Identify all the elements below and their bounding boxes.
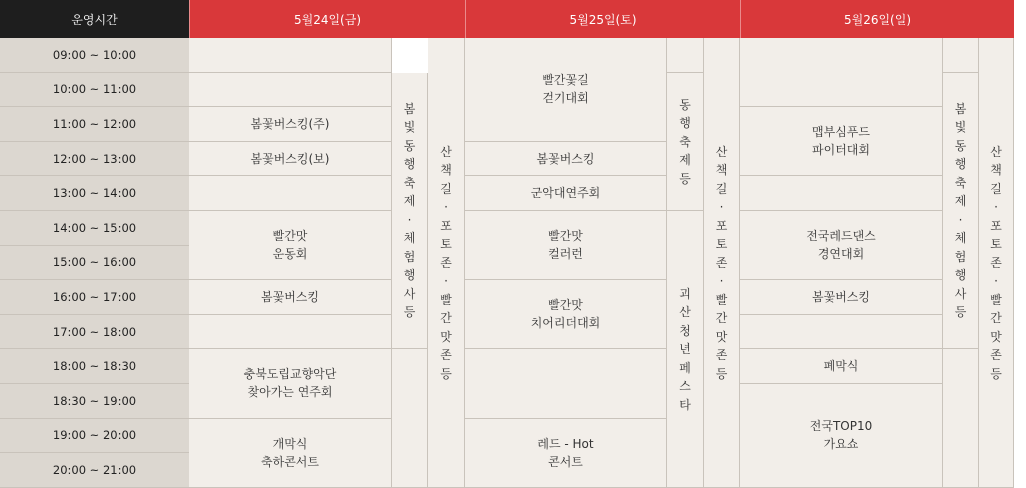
- vertical-char: 동: [954, 138, 967, 153]
- header-day-3: 5월26일(일): [740, 0, 1014, 38]
- event-cell: [465, 211, 667, 280]
- vertical-char: ·: [407, 212, 412, 227]
- vertical-char: 포: [715, 218, 728, 233]
- vertical-char: 축: [679, 134, 691, 149]
- vertical-char: 산: [679, 305, 691, 320]
- event-title-line: 축하콘서트: [261, 454, 319, 469]
- vertical-event-text: [404, 100, 416, 322]
- empty-cell: [189, 73, 392, 108]
- vertical-char: 제: [954, 194, 967, 209]
- vertical-event-cell: [704, 38, 740, 488]
- time-slot: 19:00 ~ 20:00: [0, 419, 189, 454]
- vertical-event-cell: [428, 38, 465, 488]
- time-slot: 16:00 ~ 17:00: [0, 280, 189, 315]
- time-slot: 14:00 ~ 15:00: [0, 211, 189, 246]
- vertical-char: 체: [954, 231, 967, 246]
- vertical-char: 존: [440, 348, 452, 363]
- event-cell: [740, 280, 943, 315]
- empty-cell: [740, 176, 943, 211]
- event-title-line: 가요쇼: [823, 437, 859, 452]
- vertical-char: 등: [403, 305, 416, 320]
- empty-cell: [667, 38, 704, 73]
- event-title-line: 봄꽃버스킹: [261, 289, 319, 304]
- vertical-char: 길: [990, 181, 1002, 196]
- vertical-char: 행: [954, 268, 967, 283]
- event-cell: [465, 419, 667, 488]
- event-title-line: 레드 - Hot: [537, 436, 594, 451]
- event-cell: [740, 211, 943, 280]
- event-cell: [189, 280, 392, 315]
- vertical-char: 간: [715, 311, 728, 326]
- vertical-char: 포: [990, 218, 1002, 233]
- event-title-line: 컬러런: [548, 247, 583, 262]
- vertical-event-cell: [667, 73, 704, 211]
- vertical-event-cell: [979, 38, 1014, 488]
- time-slot: 10:00 ~ 11:00: [0, 73, 189, 108]
- right-edge: [1014, 0, 1026, 487]
- empty-cell: [943, 38, 979, 73]
- vertical-char: 빛: [403, 120, 416, 135]
- event-title-line: 빨간맛: [272, 229, 308, 244]
- event-title-line: 파이터대회: [812, 143, 870, 158]
- header-day-2: 5월25일(토): [465, 0, 740, 38]
- vertical-char: 맛: [715, 329, 728, 344]
- vertical-char: 포: [440, 218, 452, 233]
- event-title-line: 군악대연주회: [530, 186, 601, 201]
- event-title-line: 걷기대회: [542, 91, 589, 106]
- event-title-line: 콘서트: [548, 454, 583, 469]
- vertical-char: 제: [403, 194, 416, 209]
- vertical-char: 토: [440, 237, 452, 252]
- vertical-char: 존: [990, 348, 1002, 363]
- time-slot: 17:00 ~ 18:00: [0, 315, 189, 350]
- event-cell: [465, 176, 667, 211]
- empty-cell: [189, 38, 392, 73]
- vertical-char: 행: [403, 157, 416, 172]
- empty-cell: [740, 315, 943, 350]
- event-title-line: 빨간꽃길: [542, 73, 589, 88]
- vertical-char: 책: [990, 163, 1002, 178]
- event-title-line: 개막식: [272, 436, 308, 451]
- vertical-char: 동: [403, 138, 416, 153]
- vertical-char: 청: [679, 323, 691, 338]
- event-cell: [189, 211, 392, 280]
- event-title-line: 빨간맛: [548, 298, 583, 313]
- vertical-char: ·: [719, 200, 724, 215]
- vertical-char: 타: [679, 397, 691, 412]
- vertical-char: 등: [440, 366, 452, 381]
- time-slot: 11:00 ~ 12:00: [0, 107, 189, 142]
- vertical-char: 축: [954, 175, 967, 190]
- event-title-line: 봄꽃버스킹(보): [250, 151, 330, 166]
- vertical-event-text: [679, 96, 691, 189]
- event-cell: [465, 38, 667, 142]
- vertical-event-text: [955, 100, 967, 322]
- vertical-char: 존: [440, 255, 452, 270]
- vertical-char: 존: [715, 255, 728, 270]
- vertical-char: 험: [403, 249, 416, 264]
- time-slot: 09:00 ~ 10:00: [0, 38, 189, 73]
- vertical-char: 괴: [679, 286, 691, 301]
- vertical-event-text: [440, 143, 452, 384]
- vertical-char: 등: [990, 366, 1002, 381]
- time-slot: 15:00 ~ 16:00: [0, 246, 189, 281]
- empty-cell: [465, 349, 667, 418]
- empty-cell: [943, 349, 979, 487]
- vertical-char: 행: [954, 157, 967, 172]
- vertical-char: ·: [994, 274, 998, 289]
- vertical-char: 축: [403, 175, 416, 190]
- vertical-char: ·: [444, 274, 448, 289]
- vertical-char: 등: [679, 171, 691, 186]
- event-cell: [740, 384, 943, 488]
- vertical-char: 사: [954, 286, 967, 301]
- event-cell: [189, 142, 392, 177]
- vertical-char: 간: [990, 311, 1002, 326]
- time-slot: 18:30 ~ 19:00: [0, 384, 189, 419]
- vertical-char: 스: [679, 379, 691, 394]
- header-time: 운영시간: [0, 0, 189, 38]
- vertical-char: 봄: [954, 101, 967, 116]
- vertical-char: ·: [444, 200, 448, 215]
- vertical-char: 험: [954, 249, 967, 264]
- event-title-line: 경연대회: [817, 247, 865, 262]
- time-slot: 13:00 ~ 14:00: [0, 176, 189, 211]
- vertical-char: 페: [679, 360, 691, 375]
- time-slot: 20:00 ~ 21:00: [0, 453, 189, 488]
- vertical-char: 길: [440, 181, 452, 196]
- vertical-char: ·: [958, 212, 963, 227]
- empty-cell: [189, 315, 392, 350]
- header-day-1: 5월24일(금): [189, 0, 465, 38]
- event-cell: [189, 107, 392, 142]
- vertical-char: 행: [403, 268, 416, 283]
- event-title-line: 전국TOP10: [809, 419, 873, 434]
- vertical-char: ·: [719, 274, 724, 289]
- event-cell: [465, 280, 667, 349]
- vertical-char: ·: [994, 200, 998, 215]
- vertical-char: 존: [715, 348, 728, 363]
- vertical-char: 토: [715, 237, 728, 252]
- vertical-char: 등: [954, 305, 967, 320]
- event-cell: [189, 349, 392, 418]
- vertical-char: 사: [403, 286, 416, 301]
- vertical-char: 간: [440, 311, 452, 326]
- empty-cell: [740, 38, 943, 107]
- event-title-line: 전국레드댄스: [806, 229, 876, 244]
- event-title-line: 봄꽃버스킹(주): [250, 116, 330, 131]
- vertical-char: 맛: [440, 329, 452, 344]
- event-title-line: 폐막식: [823, 359, 859, 374]
- vertical-char: 산: [440, 144, 452, 159]
- event-cell: [465, 142, 667, 177]
- vertical-char: 빨: [990, 292, 1002, 307]
- event-cell: [740, 349, 943, 384]
- vertical-char: 봄: [403, 101, 416, 116]
- vertical-char: 맛: [990, 329, 1002, 344]
- vertical-char: 산: [990, 144, 1002, 159]
- vertical-char: 토: [990, 237, 1002, 252]
- empty-cell: [392, 349, 428, 487]
- vertical-event-text: [679, 285, 691, 415]
- vertical-event-cell: [392, 73, 428, 350]
- event-title-line: 충북도립교향악단: [243, 367, 337, 382]
- event-cell: [189, 419, 392, 488]
- time-slot: 12:00 ~ 13:00: [0, 142, 189, 177]
- vertical-char: 빛: [954, 120, 967, 135]
- vertical-char: 길: [715, 181, 728, 196]
- event-title-line: 봄꽃버스킹: [536, 151, 595, 166]
- time-slot: 18:00 ~ 18:30: [0, 349, 189, 384]
- event-title-line: 봄꽃버스킹: [812, 289, 870, 304]
- event-title-line: 맵부심푸드: [812, 125, 870, 140]
- vertical-char: 동: [679, 97, 691, 112]
- vertical-char: 체: [403, 231, 416, 246]
- vertical-char: 년: [679, 342, 691, 357]
- vertical-char: 책: [715, 163, 728, 178]
- vertical-char: 빨: [715, 292, 728, 307]
- vertical-char: 행: [679, 116, 691, 131]
- vertical-char: 책: [440, 163, 452, 178]
- vertical-char: 산: [715, 144, 728, 159]
- vertical-char: 등: [715, 366, 728, 381]
- empty-cell: [189, 176, 392, 211]
- event-title-line: 빨간맛: [548, 229, 583, 244]
- event-title-line: 찾아가는 연주회: [247, 385, 333, 400]
- event-title-line: 운동회: [272, 247, 308, 262]
- vertical-char: 존: [990, 255, 1002, 270]
- vertical-event-cell: [667, 211, 704, 488]
- vertical-char: 빨: [440, 292, 452, 307]
- event-cell: [740, 107, 943, 176]
- event-title-line: 치어리더대회: [530, 316, 601, 331]
- vertical-event-cell: [943, 73, 979, 350]
- vertical-char: 제: [679, 153, 691, 168]
- vertical-event-text: [716, 143, 728, 384]
- vertical-event-text: [990, 143, 1002, 384]
